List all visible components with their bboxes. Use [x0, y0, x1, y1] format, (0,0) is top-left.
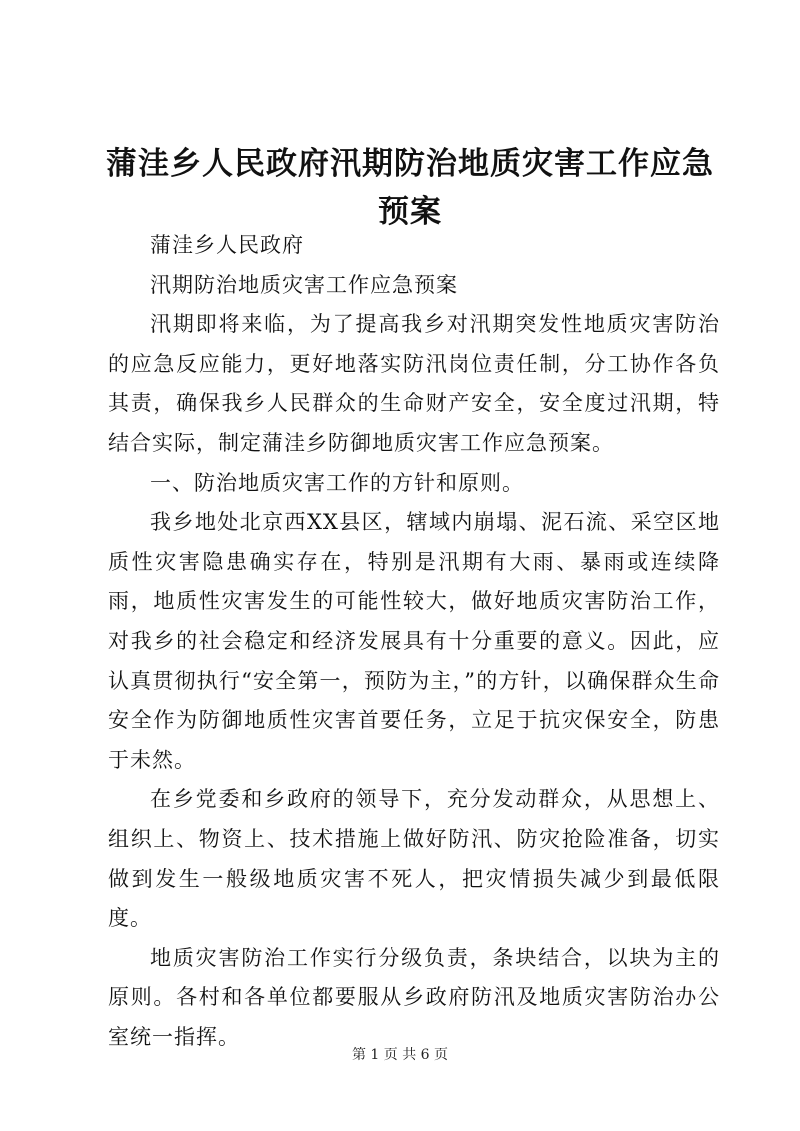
paragraph-subtitle: 汛期防治地质灾害工作应急预案: [150, 272, 458, 297]
page-number: 第 1 页 共 6 页: [351, 1047, 449, 1063]
document-body: [108, 226, 720, 1057]
paragraph-leadership: 在乡党委和乡政府的领导下，充分发动群众，从思想上、组织上、物资上、技术措施上做好防汛、防灾抢险准备，切实做到发生一般级地质灾害不死人，把灾情损失减少到最低限度。: [108, 787, 720, 931]
paragraph-intro: 汛期即将来临，为了提高我乡对汛期突发性地质灾害防治的应急反应能力，更好地落实防汛岗位责任制，分工协作各负其责，确保我乡人民群众的生命财产安全，安全度过汛期，特结合实际，制定蒲洼乡防御地质灾害工作应急预案。: [108, 312, 720, 455]
document-title: 蒲洼乡人民政府汛期防治地质灾害工作应急预案: [106, 146, 714, 230]
paragraph-section-heading: 一、防治地质灾害工作的方针和原则。: [150, 470, 524, 495]
paragraph-background: 我乡地处北京西XX县区，辖域内崩塌、泥石流、采空区地质性灾害隐患确实存在，特别是汛期有大雨、暴雨或连续降雨，地质性灾害发生的可能性较大，做好地质灾害防治工作，对我乡的社会稳定和经济发展具有十分重要的意义。因此，应认真贯彻执行“安全第一，预防为主，”的方针，以确保群众生命安全作为防御地质性灾害首要任务，立足于抗灾保安全，防患于未然。: [108, 510, 720, 772]
paragraph-principle: 地质灾害防治工作实行分级负责，条块结合，以块为主的原则。各村和各单位都要服从乡政府防汛及地质灾害防治办公室统一指挥。: [108, 945, 720, 1049]
paragraph-issuer: 蒲洼乡人民政府: [150, 233, 304, 257]
